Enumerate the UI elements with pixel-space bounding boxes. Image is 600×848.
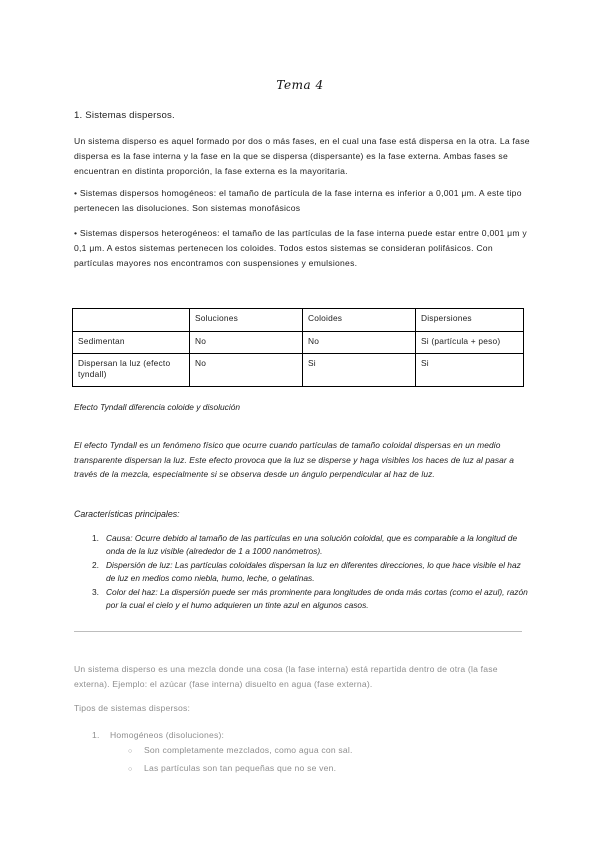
table-header-cell: Dispersiones: [416, 309, 524, 332]
paragraph-homogeneous: • Sistemas dispersos homogéneos: el tamaño de partícula de la fase interna es inferior a 0,001 μm. A este tipo pertenecen las disoluciones. Son sistemas monofásicos: [74, 188, 522, 213]
paragraph-definition: Un sistema disperso es aquel formado por dos o más fases, en el cual una fase está dispersa en la otra. La fase dispersa es la fase interna y la fase en la que se dispersa (dispersante) es la fase externa. Ambas fases se encuentran en distinta proporción, la fase externa es la mayoritaria.: [74, 136, 530, 176]
list-item-text: Causa: Ocurre debido al tamaño de las partículas en una solución coloidal, que es comparable a la longitud de onda de la luz visible (alrededor de 1 a 1000 nanómetros).: [106, 533, 518, 556]
sublist-item-text: Son completamente mezclados, como agua con sal.: [144, 745, 353, 755]
list-item: [92, 559, 532, 584]
characteristics-list: [92, 532, 532, 613]
types-heading: Tipos de sistemas dispersos:: [74, 703, 191, 713]
table-row: [73, 332, 524, 354]
list-item: [128, 760, 353, 778]
table-header-cell: Soluciones: [190, 309, 303, 332]
sublist-item-text: Las partículas son tan pequeñas que no se ven.: [144, 763, 337, 773]
table-cell: No: [303, 332, 416, 354]
table-cell: Si (partícula + peso): [416, 332, 524, 354]
table-cell: No: [190, 332, 303, 354]
list-item-number: 3.: [92, 587, 99, 597]
circle-bullet-icon: ○: [128, 766, 133, 773]
simple-definition-paragraph: Un sistema disperso es una mezcla donde una cosa (la fase interna) está repartida dentro de otra (la fase externa). Ejemplo: el azúcar (fase interna) disuelto en agua (fase externa).: [74, 664, 498, 689]
table-header-cell: Coloides: [303, 309, 416, 332]
characteristics-heading: Características principales:: [74, 509, 180, 519]
list-item: [128, 742, 353, 760]
table-cell: Si: [303, 354, 416, 387]
list-item: [92, 586, 532, 611]
types-list-item: [92, 730, 224, 740]
table-cell: Si: [416, 354, 524, 387]
table-header-row: [73, 309, 524, 332]
list-item-number: 1.: [92, 533, 99, 543]
paragraph-heterogeneous: • Sistemas dispersos heterogéneos: el tamaño de las partículas de la fase interna puede estar entre 0,001 μm y 0,1 μm. A estos sistemas pertenecen los coloides. Todos estos sistemas se consideran polifásicos. Con partículas mayores nos encontramos con suspensiones y emulsiones.: [74, 228, 527, 268]
table-row: [73, 354, 524, 387]
list-item-number: 2.: [92, 560, 99, 570]
table-cell: Dispersan la luz (efecto tyndall): [73, 354, 190, 387]
table-cell: No: [190, 354, 303, 387]
comparison-table: [72, 308, 524, 387]
list-item-text: Color del haz: La dispersión puede ser más prominente para longitudes de onda más cortas (como el azul), razón por la cual el cielo y el humo adquieren un tinte azul en algunos casos.: [106, 587, 528, 610]
horizontal-divider: [74, 631, 522, 632]
types-list-number: 1.: [92, 730, 100, 740]
list-item: [92, 532, 532, 557]
types-sublist: [128, 742, 353, 778]
list-item-text: Dispersión de luz: Las partículas coloidales dispersan la luz en diferentes direcciones, lo que hace visible el haz de luz en medios como niebla, humo, leche, o gelatinas.: [106, 560, 521, 583]
table-header-cell: [73, 309, 190, 332]
types-list-label: Homogéneos (disoluciones):: [110, 730, 225, 740]
page-title: Tema 4: [276, 78, 324, 92]
table-caption: Efecto Tyndall diferencia coloide y disolución: [74, 402, 241, 412]
circle-bullet-icon: ○: [128, 748, 133, 755]
tyndall-paragraph: El efecto Tyndall es un fenómeno físico que ocurre cuando partículas de tamaño coloidal dispersas en un medio transparente dispersan la luz. Este efecto provoca que la luz se disperse y haga visibles los haces de luz al pasar a través de la mezcla, especialmente si se observa desde un ángulo perpendicular al haz de luz.: [74, 440, 514, 479]
table-cell: Sedimentan: [73, 332, 190, 354]
section-heading: 1. Sistemas dispersos.: [74, 110, 175, 121]
